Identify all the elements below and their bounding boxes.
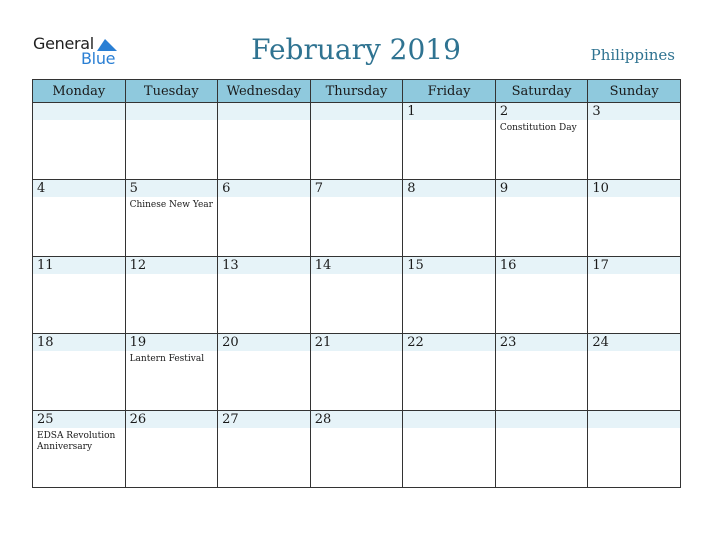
day-cell[interactable] <box>588 180 681 257</box>
day-number: 8 <box>407 181 416 196</box>
day-number: 26 <box>129 412 147 427</box>
day-number: 12 <box>129 258 147 273</box>
day-cell[interactable] <box>33 334 126 411</box>
day-cell[interactable] <box>310 180 403 257</box>
day-number: 10 <box>592 181 609 196</box>
day-cell[interactable] <box>495 103 588 180</box>
day-number: 6 <box>222 181 231 196</box>
country-label: Philippines <box>590 46 675 64</box>
day-cell[interactable] <box>125 103 218 180</box>
day-cell[interactable] <box>125 334 218 411</box>
holiday-label: Constitution Day <box>499 123 577 133</box>
day-number <box>403 411 495 412</box>
day-cell[interactable] <box>33 257 126 334</box>
weekday-header: Thursday <box>310 80 403 103</box>
day-cell-band <box>218 103 310 120</box>
logo-text-general: General <box>33 34 94 53</box>
day-number: 3 <box>592 104 601 119</box>
day-number: 17 <box>592 258 609 273</box>
day-cell[interactable] <box>218 257 311 334</box>
day-cell-band <box>588 411 680 428</box>
day-cell[interactable] <box>588 103 681 180</box>
day-cell[interactable] <box>403 334 496 411</box>
day-cell[interactable] <box>33 180 126 257</box>
day-cell[interactable] <box>33 411 126 488</box>
day-cell-band <box>403 411 495 428</box>
day-number <box>588 411 680 412</box>
holiday-label: EDSA Revolution Anniversary <box>37 431 116 452</box>
day-number <box>126 103 218 104</box>
week-row <box>33 411 681 488</box>
weekday-header-row <box>33 80 681 103</box>
day-cell[interactable] <box>125 180 218 257</box>
day-number: 14 <box>314 258 332 273</box>
day-cell-band <box>33 103 125 120</box>
day-cell[interactable] <box>588 411 681 488</box>
day-number: 4 <box>37 181 46 196</box>
weekday-header: Monday <box>33 80 126 103</box>
day-number: 2 <box>499 104 509 119</box>
day-cell[interactable] <box>403 411 496 488</box>
holiday-label: Chinese New Year <box>129 200 213 210</box>
week-row <box>33 257 681 334</box>
weekday-header: Sunday <box>588 80 681 103</box>
day-cell[interactable] <box>218 334 311 411</box>
day-number: 24 <box>592 335 609 350</box>
day-number: 11 <box>37 258 54 273</box>
logo-text-blue: Blue <box>81 49 116 68</box>
day-cell[interactable] <box>403 257 496 334</box>
day-cell[interactable] <box>310 257 403 334</box>
weekday-header: Wednesday <box>218 80 311 103</box>
day-cell[interactable] <box>495 257 588 334</box>
day-cell[interactable] <box>495 334 588 411</box>
day-number: 28 <box>314 412 332 427</box>
day-number: 25 <box>37 412 54 427</box>
day-cell[interactable] <box>125 257 218 334</box>
day-number: 15 <box>407 258 424 273</box>
day-cell-band <box>126 103 218 120</box>
day-number: 1 <box>407 104 416 119</box>
day-cell[interactable] <box>310 103 403 180</box>
day-cell[interactable] <box>588 257 681 334</box>
calendar-grid <box>32 79 681 488</box>
day-cell-band <box>496 411 588 428</box>
day-cell[interactable] <box>310 411 403 488</box>
day-number: 7 <box>314 181 323 196</box>
day-number: 23 <box>499 335 517 350</box>
weekday-header: Saturday <box>495 80 588 103</box>
holiday-label: Lantern Festival <box>129 354 205 364</box>
day-number: 9 <box>499 181 509 196</box>
day-cell[interactable] <box>218 411 311 488</box>
day-number: 13 <box>222 258 239 273</box>
day-number: 21 <box>314 335 332 350</box>
day-cell[interactable] <box>403 103 496 180</box>
day-cell[interactable] <box>33 103 126 180</box>
day-cell-band <box>311 103 403 120</box>
day-cell[interactable] <box>218 180 311 257</box>
day-number <box>311 103 403 104</box>
day-number <box>218 103 310 104</box>
day-number: 18 <box>37 335 54 350</box>
day-number: 20 <box>222 335 239 350</box>
day-cell[interactable] <box>495 411 588 488</box>
day-number: 16 <box>499 258 517 273</box>
day-cell[interactable] <box>403 180 496 257</box>
day-cell[interactable] <box>218 103 311 180</box>
day-cell[interactable] <box>588 334 681 411</box>
day-cell[interactable] <box>495 180 588 257</box>
day-number: 19 <box>129 335 147 350</box>
weekday-header: Friday <box>403 80 496 103</box>
day-cell[interactable] <box>310 334 403 411</box>
day-number: 22 <box>407 335 424 350</box>
day-number <box>496 411 588 412</box>
day-number: 5 <box>129 181 138 196</box>
week-row <box>33 103 681 180</box>
week-row <box>33 334 681 411</box>
calendar-title: February 2019 <box>251 33 461 66</box>
day-number <box>33 103 125 104</box>
weekday-header: Tuesday <box>125 80 218 103</box>
day-number: 27 <box>222 412 239 427</box>
week-row <box>33 180 681 257</box>
day-cell[interactable] <box>125 411 218 488</box>
